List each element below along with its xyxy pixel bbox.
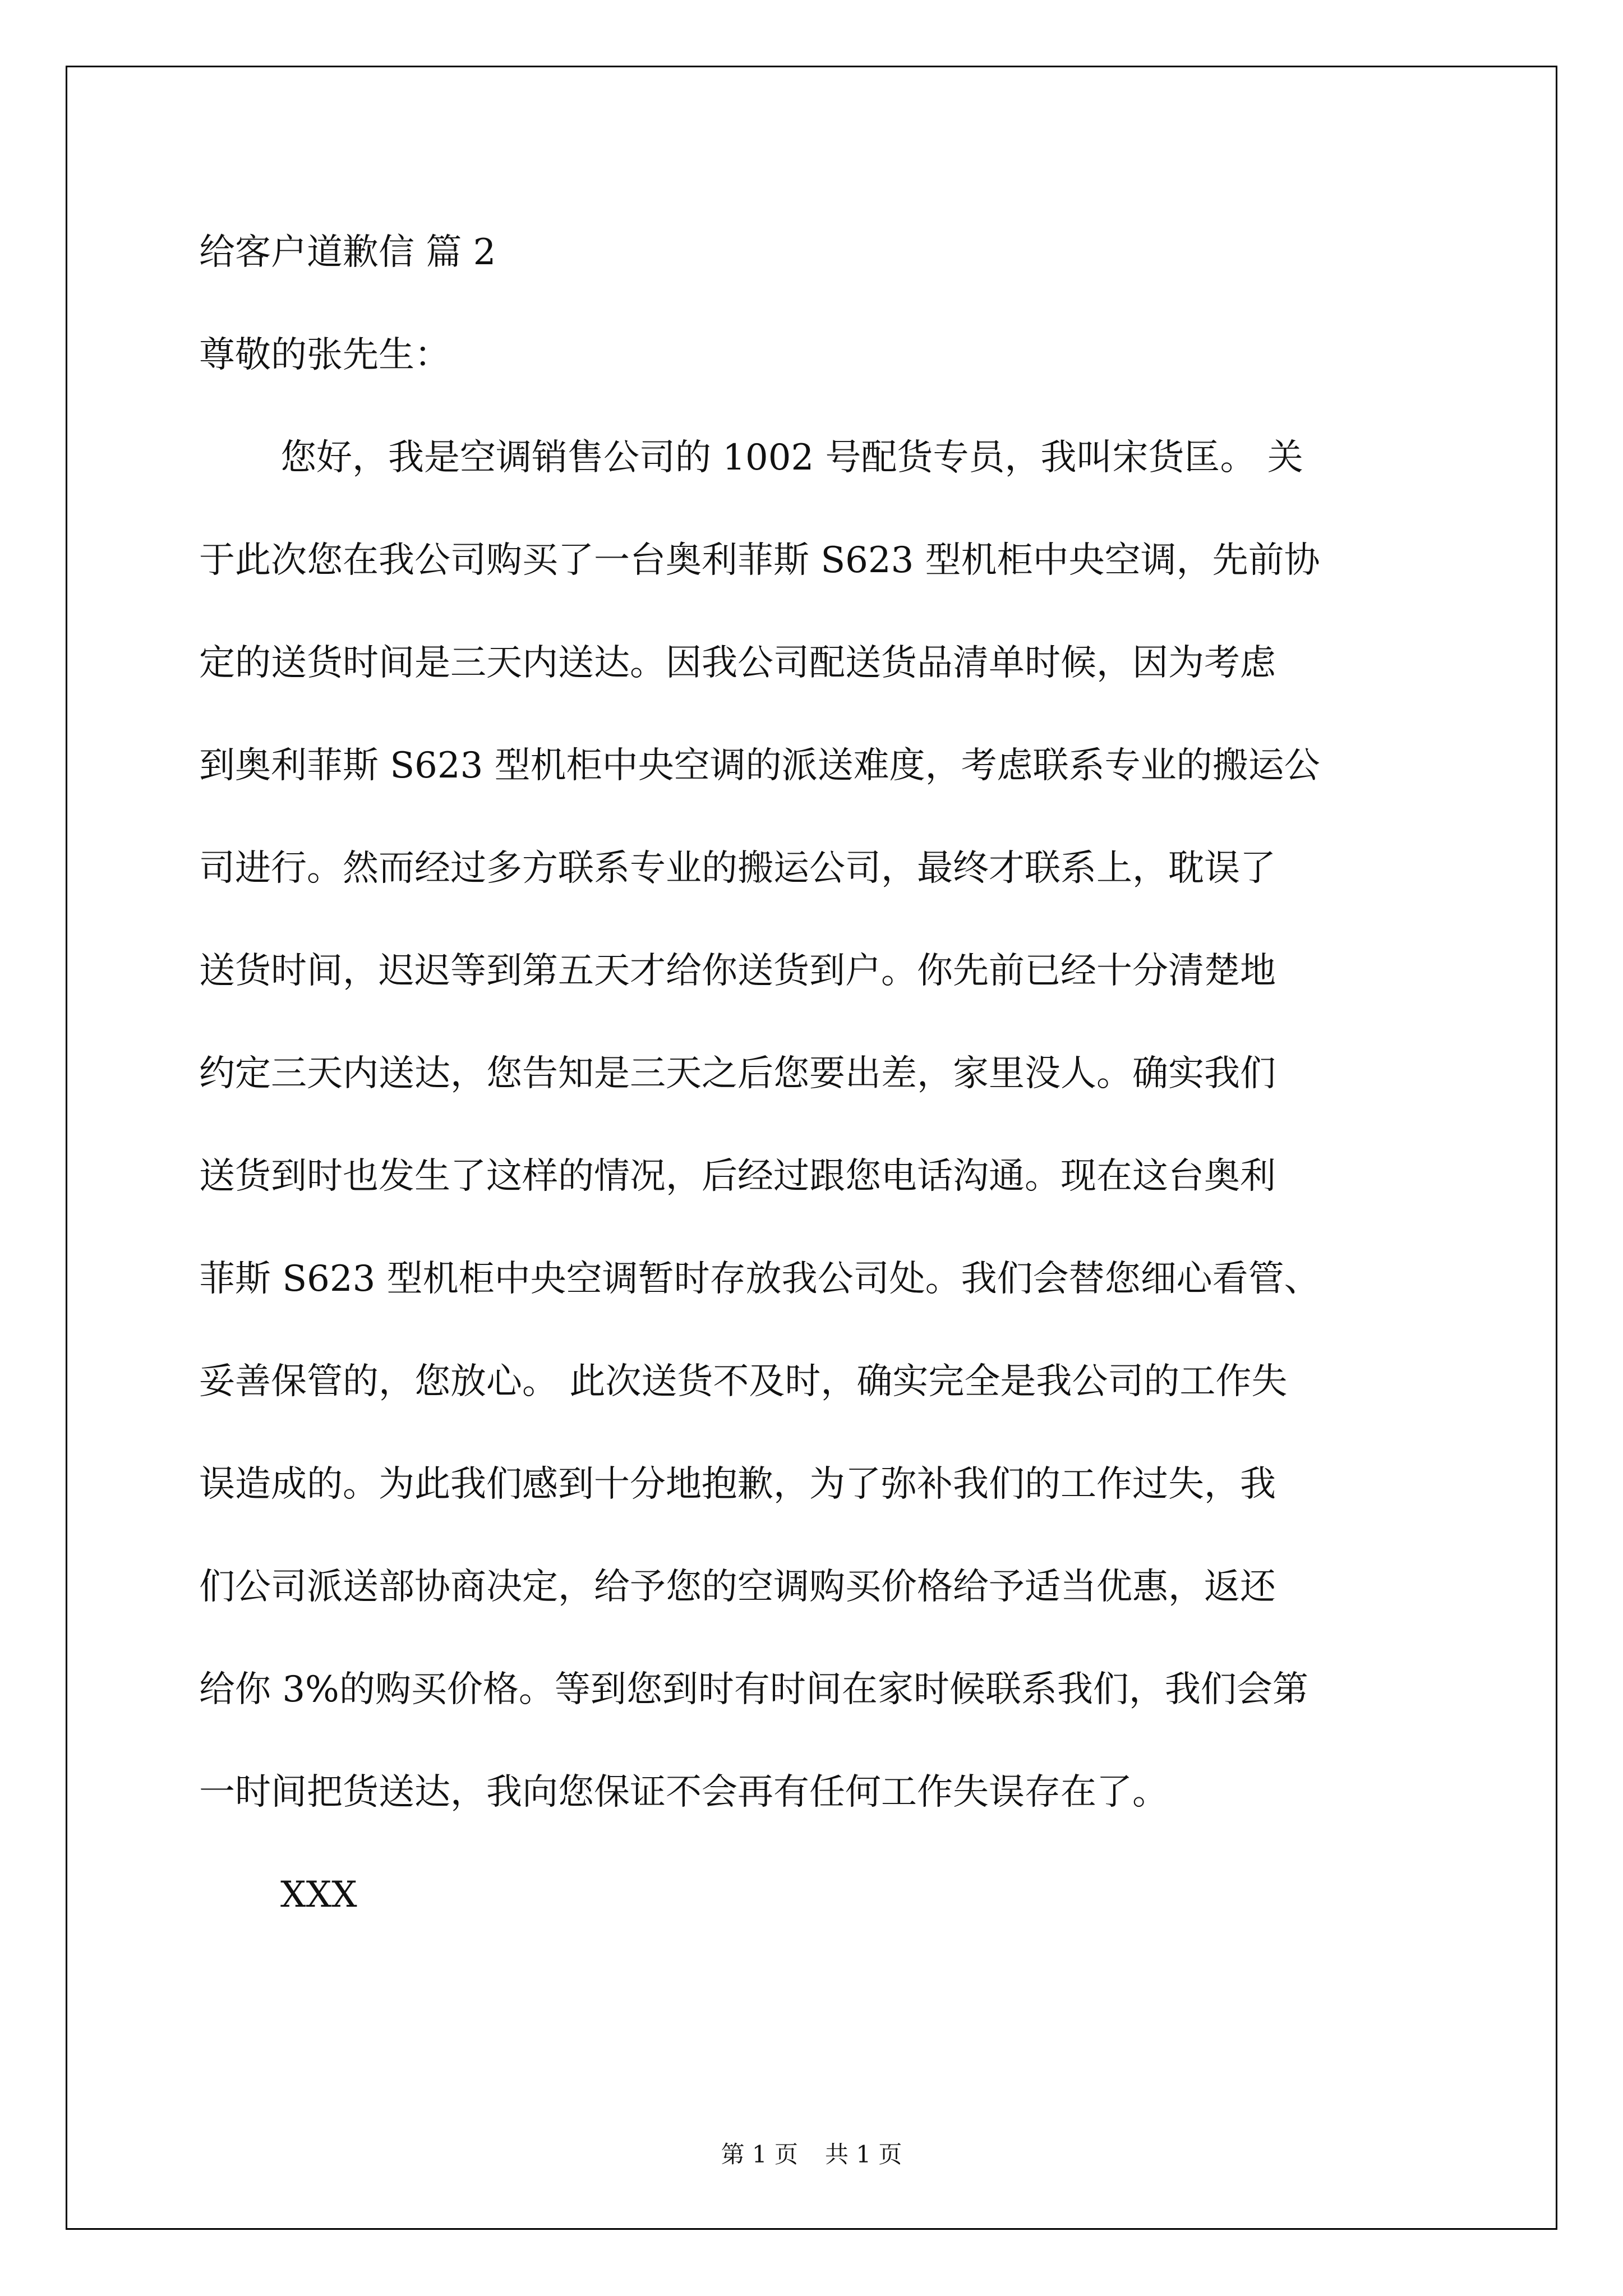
body-line: 菲斯 S623 型机柜中央空调暂时存放我公司处。我们会替您细心看管、 [199, 1258, 1320, 1300]
body-line: 妥善保管的，您放心。 此次送货不及时，确实完全是我公司的工作失 [199, 1361, 1288, 1402]
body-line: 司进行。然而经过多方联系专业的搬运公司，最终才联系上，耽误了 [199, 848, 1276, 889]
salutation: 尊敬的张先生： [199, 334, 450, 376]
body-line: 您好，我是空调销售公司的 1002 号配货专员，我叫宋货匡。 关 [280, 437, 1303, 478]
letter-title: 给客户道歉信 篇 2 [199, 232, 496, 273]
body-line: 们公司派送部协商决定，给予您的空调购买价格给予适当优惠，返还 [199, 1566, 1276, 1608]
body-line: 定的送货时间是三天内送达。因我公司配送货品清单时候，因为考虑 [199, 642, 1276, 684]
body-line: 约定三天内送达，您告知是三天之后您要出差，家里没人。确实我们 [199, 1053, 1276, 1094]
body-line: 于此次您在我公司购买了一台奥利菲斯 S623 型机柜中央空调，先前协 [199, 540, 1320, 581]
page-number: 第 1 页 [721, 2141, 798, 2168]
page-total: 共 1 页 [825, 2141, 902, 2168]
body-line: 送货到时也发生了这样的情况，后经过跟您电话沟通。现在这台奥利 [199, 1156, 1276, 1197]
page-footer [0, 2136, 1623, 2170]
body-line: 一时间把货送达，我向您保证不会再有任何工作失误存在了。 [199, 1772, 1168, 1813]
body-line: 给你 3%的购买价格。等到您到时有时间在家时候联系我们，我们会第 [199, 1669, 1308, 1710]
signature: XXX [280, 1874, 357, 1916]
body-line: 送货时间，迟迟等到第五天才给你送货到户。你先前已经十分清楚地 [199, 950, 1276, 992]
body-line: 到奥利菲斯 S623 型机柜中央空调的派送难度，考虑联系专业的搬运公 [199, 745, 1320, 786]
body-line: 误造成的。为此我们感到十分地抱歉，为了弥补我们的工作过失，我 [199, 1464, 1276, 1505]
